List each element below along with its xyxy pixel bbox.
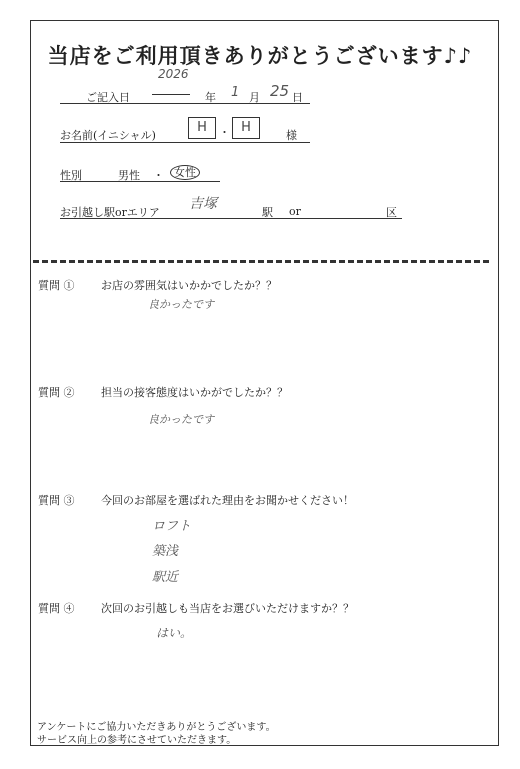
gender-female-circled: 女性 — [170, 165, 200, 180]
date-underline — [60, 103, 310, 104]
area-station: 駅 — [262, 206, 273, 219]
question-4-answer: はい。 — [156, 626, 193, 640]
area-ward: 区 — [386, 206, 397, 219]
question-3-answer-2: 築浅 — [152, 544, 179, 559]
question-3-answer-1: ロフト — [152, 519, 192, 534]
initial-box-1: H — [188, 117, 216, 139]
gender-label: 性別 — [60, 169, 82, 182]
area-label: お引越し駅orエリア — [60, 206, 160, 219]
name-label: お名前(イニシャル) — [60, 129, 156, 142]
question-3-text: 今回のお部屋を選ばれた理由をお聞かせください！ — [101, 494, 354, 507]
question-3-number: 質問 ③ — [38, 494, 75, 507]
year-written: 2026 — [158, 67, 189, 81]
question-2-answer: 良かったです — [148, 413, 214, 426]
initial-separator: ・ — [219, 126, 230, 139]
footer-line-2: サービス向上の参考にさせていただきます。 — [37, 735, 237, 746]
initial-box-2: H — [232, 117, 260, 139]
name-underline — [60, 142, 310, 143]
footer-line-1: アンケートにご協力いただきありがとうございます。 — [37, 722, 276, 733]
gender-female — [170, 165, 200, 180]
date-label: ご記入日 — [86, 91, 130, 104]
gender-dot: ・ — [153, 169, 164, 182]
question-4-number: 質問 ④ — [38, 602, 75, 615]
day-unit: 日 — [292, 91, 303, 104]
question-3-answer-3: 駅近 — [152, 570, 179, 585]
area-underline — [60, 218, 402, 219]
page-title: 当店をご利用頂きありがとうございます♪♪ — [47, 43, 473, 68]
question-4-text: 次回のお引越しも当店をお選びいただけますか？？ — [101, 602, 354, 615]
question-1-number: 質問 ① — [38, 279, 75, 292]
month-value: 1 — [231, 85, 240, 100]
month-unit: 月 — [249, 91, 260, 104]
question-1-answer: 良かったです — [148, 298, 214, 311]
day-value: 25 — [270, 82, 290, 100]
year-unit: 年 — [205, 91, 216, 104]
gender-underline — [60, 181, 220, 182]
area-or: or — [289, 205, 301, 218]
question-1-text: お店の雰囲気はいかかでしたか？？ — [101, 279, 277, 292]
question-2-text: 担当の接客態度はいかがでしたか？？ — [101, 386, 288, 399]
question-2-number: 質問 ② — [38, 386, 75, 399]
gender-male: 男性 — [118, 169, 140, 182]
section-divider — [33, 260, 489, 263]
year-strikethrough — [152, 94, 190, 95]
honorific: 様 — [286, 129, 297, 142]
area-value: 吉塚 — [189, 196, 217, 212]
